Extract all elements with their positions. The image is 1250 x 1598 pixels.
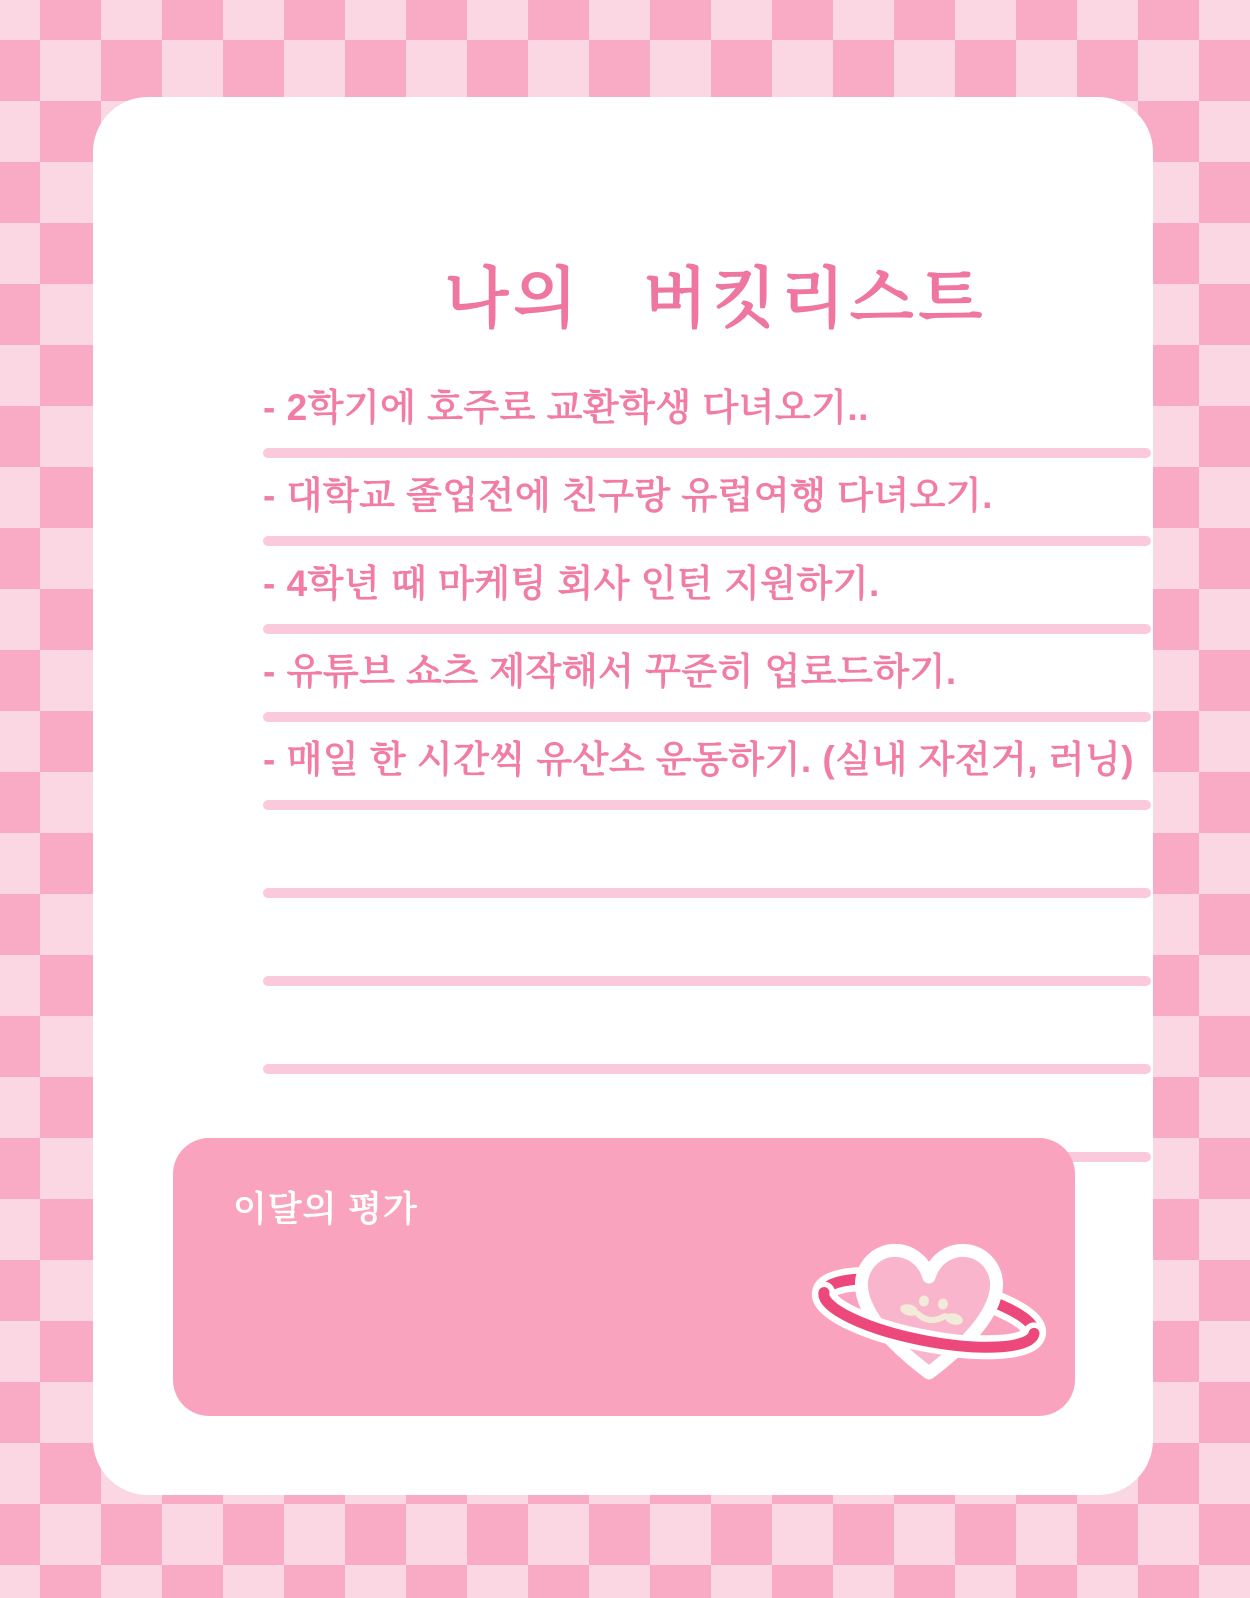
heart-planet-icon — [797, 1225, 1047, 1390]
writing-line — [263, 624, 1151, 634]
monthly-review-label: 이달의 평가 — [233, 1190, 418, 1229]
writing-line — [263, 448, 1151, 458]
bucket-list-item: - 매일 한 시간씩 유산소 운동하기. (실내 자전거, 러닝) — [263, 739, 1135, 780]
bucket-list-item: - 2학기에 호주로 교환학생 다녀오기.. — [263, 387, 869, 428]
bucket-list-item: - 4학년 때 마케팅 회사 인턴 지원하기. — [263, 563, 880, 604]
writing-line-empty — [263, 888, 1151, 898]
writing-line-empty — [263, 976, 1151, 986]
monthly-review-box — [173, 1138, 1075, 1416]
writing-line — [263, 712, 1151, 722]
writing-line — [263, 536, 1151, 546]
bucket-list-item: - 대학교 졸업전에 친구랑 유럽여행 다녀오기. — [263, 475, 993, 516]
writing-line-empty — [263, 1064, 1151, 1074]
bucket-list-item: - 유튜브 쇼츠 제작해서 꾸준히 업로드하기. — [263, 651, 957, 692]
writing-line — [263, 800, 1151, 810]
page-title: 나의 버킷리스트 — [444, 261, 988, 335]
